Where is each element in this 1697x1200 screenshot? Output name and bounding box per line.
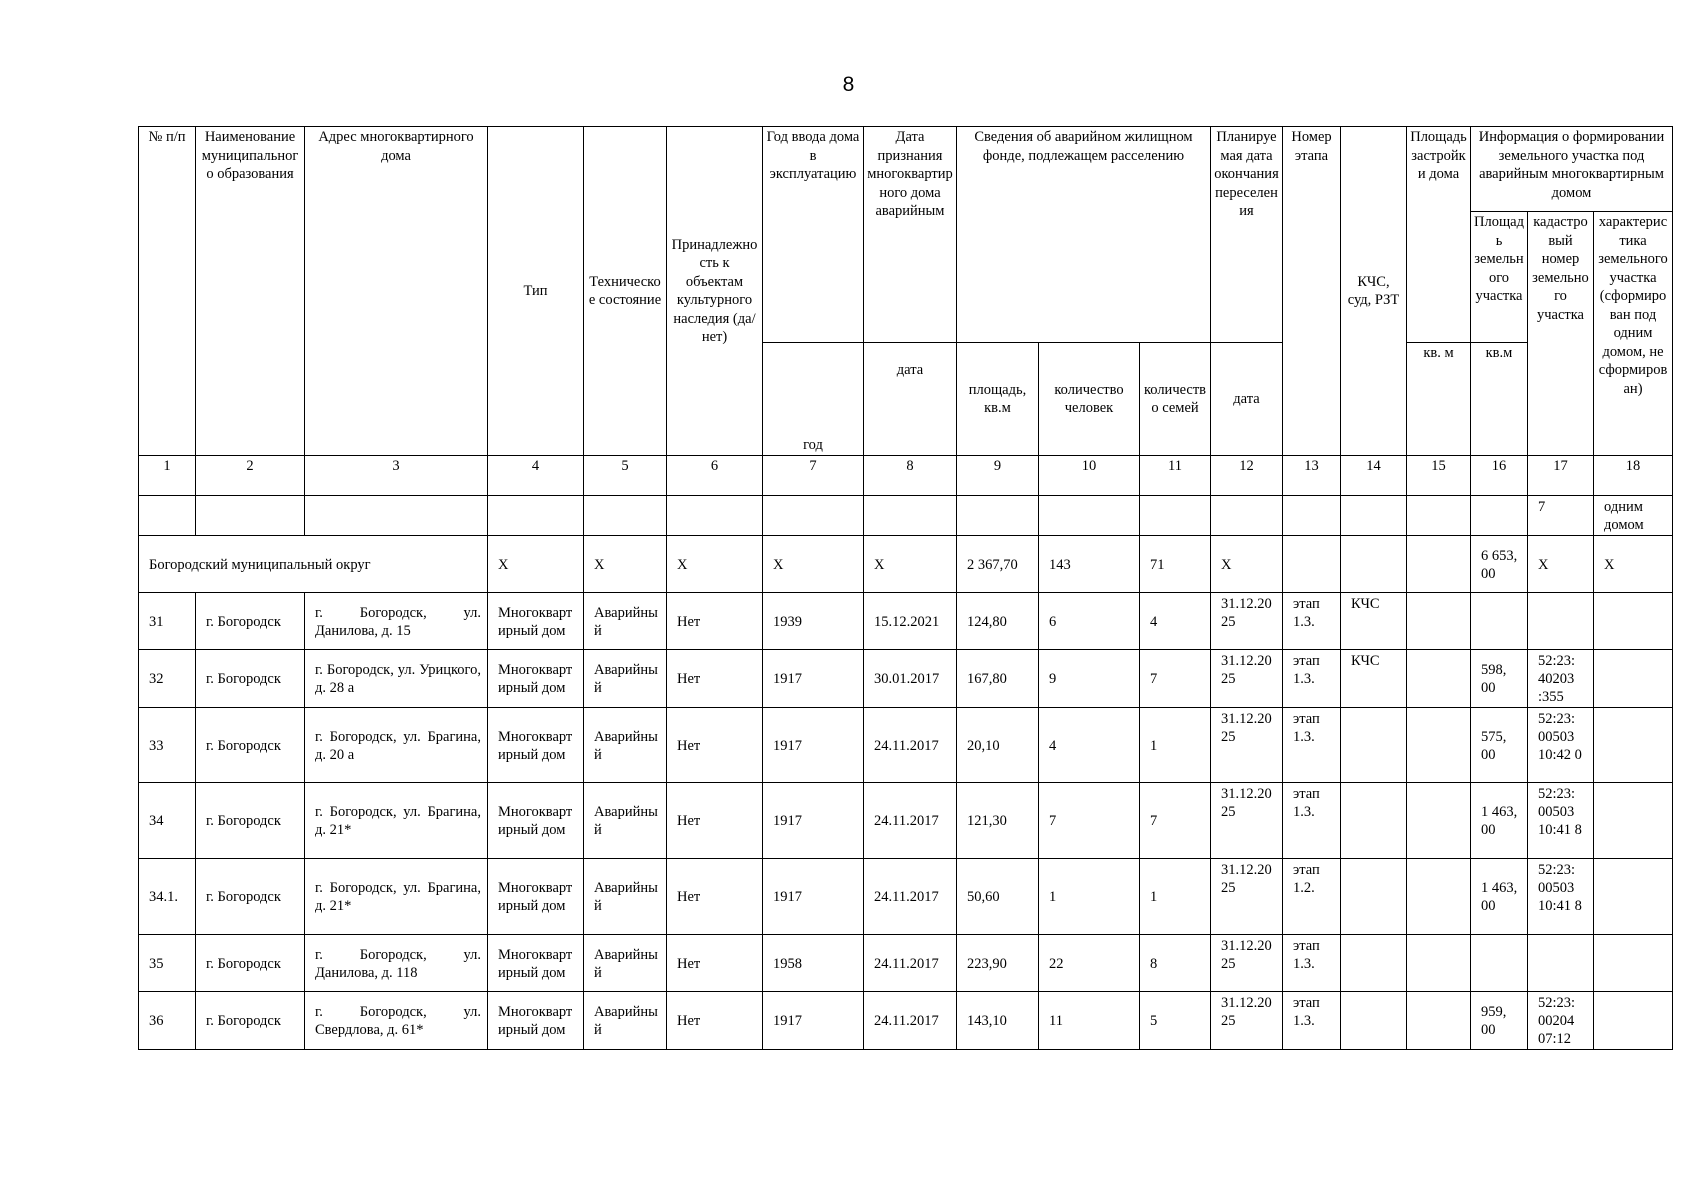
cell-address: г. Богородск, ул. Брагина, д. 21* bbox=[305, 783, 488, 859]
cell-families-count: 7 bbox=[1140, 650, 1211, 708]
header-stage-number: Номер этапа bbox=[1283, 127, 1341, 456]
cell-land-characteristic bbox=[1594, 783, 1673, 859]
cell-year-commissioned: 1958 bbox=[763, 935, 864, 992]
cell-row-number: 36 bbox=[139, 992, 196, 1050]
header-tech-state: Техническое состояние bbox=[584, 127, 667, 456]
cell-build-area bbox=[1407, 783, 1471, 859]
cell-municipality: г. Богородск bbox=[196, 935, 305, 992]
summary-characteristic: X bbox=[1594, 536, 1673, 593]
cell-cadastral-number: 52:23: 00503 10:42 0 bbox=[1528, 708, 1594, 783]
column-number: 11 bbox=[1140, 456, 1211, 496]
header-land-plot-info: Информация о формировании земельного участка под аварийным многоквартирным домом bbox=[1471, 127, 1673, 212]
table-row bbox=[139, 992, 1673, 1050]
header-row-1 bbox=[139, 127, 1673, 212]
cell-cadastral-number bbox=[1528, 935, 1594, 992]
cell-tech-state: Аварийный bbox=[584, 708, 667, 783]
cell-stage: этап 1.3. bbox=[1283, 593, 1341, 650]
header-people: количество человек bbox=[1039, 343, 1140, 456]
cell-land-characteristic bbox=[1594, 593, 1673, 650]
cell-build-area bbox=[1407, 593, 1471, 650]
cell-row-number: 32 bbox=[139, 650, 196, 708]
cell-stage: этап 1.3. bbox=[1283, 650, 1341, 708]
cell-building-type: Многоквартирный дом bbox=[488, 992, 584, 1050]
column-number: 10 bbox=[1039, 456, 1140, 496]
column-number: 5 bbox=[584, 456, 667, 496]
cell-people-count: 6 bbox=[1039, 593, 1140, 650]
cell-people-count: 9 bbox=[1039, 650, 1140, 708]
header-num: № п/п bbox=[139, 127, 196, 456]
cell-cultural-heritage: Нет bbox=[667, 783, 763, 859]
cell-year-commissioned: 1917 bbox=[763, 783, 864, 859]
cell-emergency-date: 24.11.2017 bbox=[864, 783, 957, 859]
column-number: 16 bbox=[1471, 456, 1528, 496]
cell-row-number: 31 bbox=[139, 593, 196, 650]
cell-address: г. Богородск, ул. Брагина, д. 21* bbox=[305, 859, 488, 935]
column-number: 3 bbox=[305, 456, 488, 496]
cell-people-count: 22 bbox=[1039, 935, 1140, 992]
cell-emergency-date: 24.11.2017 bbox=[864, 708, 957, 783]
header-type: Тип bbox=[488, 127, 584, 456]
header-kchs: КЧС, суд, РЗТ bbox=[1341, 127, 1407, 456]
cell-kchs bbox=[1341, 935, 1407, 992]
header-cadastral-number: кадастровый номер земельного участка bbox=[1528, 212, 1594, 456]
cell-people-count: 4 bbox=[1039, 708, 1140, 783]
cell-year-commissioned: 1917 bbox=[763, 992, 864, 1050]
cell-tech-state: Аварийный bbox=[584, 650, 667, 708]
cell-planned-end-date: 31.12.2025 bbox=[1211, 992, 1283, 1050]
column-number: 13 bbox=[1283, 456, 1341, 496]
cell-cadastral-number: 52:23: 00503 10:41 8 bbox=[1528, 783, 1594, 859]
table-row bbox=[139, 650, 1673, 708]
table-row bbox=[139, 593, 1673, 650]
cell-tech-state: Аварийный bbox=[584, 935, 667, 992]
column-number: 8 bbox=[864, 456, 957, 496]
cell-stage: этап 1.3. bbox=[1283, 992, 1341, 1050]
cell-land-characteristic bbox=[1594, 708, 1673, 783]
cell-building-type: Многоквартирный дом bbox=[488, 859, 584, 935]
column-number: 14 bbox=[1341, 456, 1407, 496]
summary-date: X bbox=[864, 536, 957, 593]
cell-tech-state: Аварийный bbox=[584, 783, 667, 859]
cell-planned-end-date: 31.12.2025 bbox=[1211, 935, 1283, 992]
column-number: 6 bbox=[667, 456, 763, 496]
header-land-characteristic: характеристика земельного участка (сформирован под одним домом, не сформирован) bbox=[1594, 212, 1673, 456]
summary-state: X bbox=[584, 536, 667, 593]
cell-address: г. Богородск, ул. Свердлова, д. 61* bbox=[305, 992, 488, 1050]
cell-tech-state: Аварийный bbox=[584, 593, 667, 650]
cell-families-count: 4 bbox=[1140, 593, 1211, 650]
header-year-unit: год bbox=[763, 343, 864, 456]
column-number-row bbox=[139, 456, 1673, 496]
cell-families-count: 7 bbox=[1140, 783, 1211, 859]
continuation-row bbox=[139, 496, 1673, 536]
cell-people-count: 7 bbox=[1039, 783, 1140, 859]
cell-municipality: г. Богородск bbox=[196, 708, 305, 783]
cell-municipality: г. Богородск bbox=[196, 859, 305, 935]
summary-year: X bbox=[763, 536, 864, 593]
cell-building-type: Многоквартирный дом bbox=[488, 783, 584, 859]
cell-kchs bbox=[1341, 859, 1407, 935]
cell-tech-state: Аварийный bbox=[584, 859, 667, 935]
cell-cultural-heritage: Нет bbox=[667, 593, 763, 650]
cell-cultural-heritage: Нет bbox=[667, 650, 763, 708]
header-year-commissioned: Год ввода дома в эксплуатацию bbox=[763, 127, 864, 343]
header-emergency-date: Дата признания многоквартирного дома аварийным bbox=[864, 127, 957, 343]
cell-build-area bbox=[1407, 708, 1471, 783]
cell-row-number: 34 bbox=[139, 783, 196, 859]
cell-municipality: г. Богородск bbox=[196, 783, 305, 859]
continuation-characteristic: одним домом bbox=[1594, 496, 1673, 536]
column-number: 17 bbox=[1528, 456, 1594, 496]
cell-land-area: 598, 00 bbox=[1471, 650, 1528, 708]
cell-kchs bbox=[1341, 783, 1407, 859]
summary-cadastral: X bbox=[1528, 536, 1594, 593]
cell-area: 223,90 bbox=[957, 935, 1039, 992]
column-number: 1 bbox=[139, 456, 196, 496]
cell-kchs: КЧС bbox=[1341, 650, 1407, 708]
cell-address: г. Богородск, ул. Данилова, д. 118 bbox=[305, 935, 488, 992]
cell-building-type: Многоквартирный дом bbox=[488, 935, 584, 992]
cell-cultural-heritage: Нет bbox=[667, 708, 763, 783]
cell-municipality: г. Богородск bbox=[196, 992, 305, 1050]
cell-cultural-heritage: Нет bbox=[667, 992, 763, 1050]
cell-families-count: 8 bbox=[1140, 935, 1211, 992]
header-sqm-unit-2: кв.м bbox=[1471, 343, 1528, 456]
cell-emergency-date: 24.11.2017 bbox=[864, 935, 957, 992]
cell-land-area: 1 463, 00 bbox=[1471, 783, 1528, 859]
cell-emergency-date: 30.01.2017 bbox=[864, 650, 957, 708]
header-cultural-heritage: Принадлежность к объектам культурного наследия (да/нет) bbox=[667, 127, 763, 456]
cell-kchs bbox=[1341, 992, 1407, 1050]
summary-area: 2 367,70 bbox=[957, 536, 1039, 593]
cell-area: 20,10 bbox=[957, 708, 1039, 783]
cell-row-number: 34.1. bbox=[139, 859, 196, 935]
summary-label: Богородский муниципальный округ bbox=[139, 536, 488, 593]
cell-families-count: 5 bbox=[1140, 992, 1211, 1050]
continuation-cadastral: 7 bbox=[1528, 496, 1594, 536]
cell-stage: этап 1.2. bbox=[1283, 859, 1341, 935]
header-municipality: Наименование муниципального образования bbox=[196, 127, 305, 456]
column-number: 4 bbox=[488, 456, 584, 496]
cell-land-area: 959, 00 bbox=[1471, 992, 1528, 1050]
cell-cultural-heritage: Нет bbox=[667, 859, 763, 935]
data-rows bbox=[139, 593, 1673, 1050]
cell-land-characteristic bbox=[1594, 650, 1673, 708]
cell-build-area bbox=[1407, 935, 1471, 992]
cell-area: 167,80 bbox=[957, 650, 1039, 708]
cell-year-commissioned: 1917 bbox=[763, 708, 864, 783]
cell-row-number: 35 bbox=[139, 935, 196, 992]
cell-families-count: 1 bbox=[1140, 708, 1211, 783]
cell-planned-end-date: 31.12.2025 bbox=[1211, 708, 1283, 783]
cell-build-area bbox=[1407, 650, 1471, 708]
cell-emergency-date: 24.11.2017 bbox=[864, 992, 957, 1050]
cell-year-commissioned: 1939 bbox=[763, 593, 864, 650]
header-date-unit: дата bbox=[864, 343, 957, 456]
table-row bbox=[139, 859, 1673, 935]
header-land-area: Площадь земельного участка bbox=[1471, 212, 1528, 343]
cell-families-count: 1 bbox=[1140, 859, 1211, 935]
cell-address: г. Богородск, ул. Данилова, д. 15 bbox=[305, 593, 488, 650]
cell-land-characteristic bbox=[1594, 935, 1673, 992]
cell-land-area bbox=[1471, 593, 1528, 650]
cell-planned-end-date: 31.12.2025 bbox=[1211, 859, 1283, 935]
header-families: количество семей bbox=[1140, 343, 1211, 456]
emergency-housing-table bbox=[138, 126, 1673, 1050]
summary-end-date: X bbox=[1211, 536, 1283, 593]
cell-emergency-date: 15.12.2021 bbox=[864, 593, 957, 650]
cell-kchs: КЧС bbox=[1341, 593, 1407, 650]
table-row bbox=[139, 935, 1673, 992]
column-number: 9 bbox=[957, 456, 1039, 496]
table-row bbox=[139, 783, 1673, 859]
cell-stage: этап 1.3. bbox=[1283, 708, 1341, 783]
summary-land-area: 6 653, 00 bbox=[1471, 536, 1528, 593]
header-area: площадь, кв.м bbox=[957, 343, 1039, 456]
summary-families: 71 bbox=[1140, 536, 1211, 593]
cell-cadastral-number: 52:23: 00503 10:41 8 bbox=[1528, 859, 1594, 935]
cell-area: 50,60 bbox=[957, 859, 1039, 935]
page-number: 8 bbox=[842, 73, 855, 96]
cell-land-area: 575, 00 bbox=[1471, 708, 1528, 783]
cell-year-commissioned: 1917 bbox=[763, 859, 864, 935]
cell-cadastral-number: 52:23: 40203 :355 bbox=[1528, 650, 1594, 708]
cell-kchs bbox=[1341, 708, 1407, 783]
summary-people: 143 bbox=[1039, 536, 1140, 593]
header-date-unit-2: дата bbox=[1211, 343, 1283, 456]
column-number: 7 bbox=[763, 456, 864, 496]
summary-type: X bbox=[488, 536, 584, 593]
cell-cultural-heritage: Нет bbox=[667, 935, 763, 992]
cell-municipality: г. Богородск bbox=[196, 593, 305, 650]
cell-build-area bbox=[1407, 859, 1471, 935]
cell-land-characteristic bbox=[1594, 859, 1673, 935]
cell-land-area bbox=[1471, 935, 1528, 992]
cell-stage: этап 1.3. bbox=[1283, 935, 1341, 992]
cell-stage: этап 1.3. bbox=[1283, 783, 1341, 859]
cell-area: 121,30 bbox=[957, 783, 1039, 859]
cell-row-number: 33 bbox=[139, 708, 196, 783]
header-emergency-fund: Сведения об аварийном жилищном фонде, подлежащем расселению bbox=[957, 127, 1211, 343]
cell-area: 124,80 bbox=[957, 593, 1039, 650]
cell-people-count: 11 bbox=[1039, 992, 1140, 1050]
summary-culture: X bbox=[667, 536, 763, 593]
cell-cadastral-number: 52:23: 00204 07:12 bbox=[1528, 992, 1594, 1050]
header-address: Адрес многоквартирного дома bbox=[305, 127, 488, 456]
header-sqm-unit: кв. м bbox=[1407, 343, 1471, 456]
cell-emergency-date: 24.11.2017 bbox=[864, 859, 957, 935]
column-number: 2 bbox=[196, 456, 305, 496]
cell-municipality: г. Богородск bbox=[196, 650, 305, 708]
cell-year-commissioned: 1917 bbox=[763, 650, 864, 708]
cell-build-area bbox=[1407, 992, 1471, 1050]
cell-building-type: Многоквартирный дом bbox=[488, 650, 584, 708]
summary-row bbox=[139, 536, 1673, 593]
cell-people-count: 1 bbox=[1039, 859, 1140, 935]
cell-area: 143,10 bbox=[957, 992, 1039, 1050]
cell-land-area: 1 463, 00 bbox=[1471, 859, 1528, 935]
table-row bbox=[139, 708, 1673, 783]
cell-address: г. Богородск, ул. Урицкого, д. 28 а bbox=[305, 650, 488, 708]
cell-planned-end-date: 31.12.2025 bbox=[1211, 783, 1283, 859]
cell-land-characteristic bbox=[1594, 992, 1673, 1050]
cell-planned-end-date: 31.12.2025 bbox=[1211, 593, 1283, 650]
cell-building-type: Многоквартирный дом bbox=[488, 593, 584, 650]
column-number: 12 bbox=[1211, 456, 1283, 496]
cell-building-type: Многоквартирный дом bbox=[488, 708, 584, 783]
header-planned-end: Планируемая дата окончания переселения bbox=[1211, 127, 1283, 343]
column-number: 18 bbox=[1594, 456, 1673, 496]
column-number: 15 bbox=[1407, 456, 1471, 496]
cell-tech-state: Аварийный bbox=[584, 992, 667, 1050]
cell-planned-end-date: 31.12.2025 bbox=[1211, 650, 1283, 708]
cell-address: г. Богородск, ул. Брагина, д. 20 а bbox=[305, 708, 488, 783]
header-build-area: Площадь застройки дома bbox=[1407, 127, 1471, 343]
cell-cadastral-number bbox=[1528, 593, 1594, 650]
